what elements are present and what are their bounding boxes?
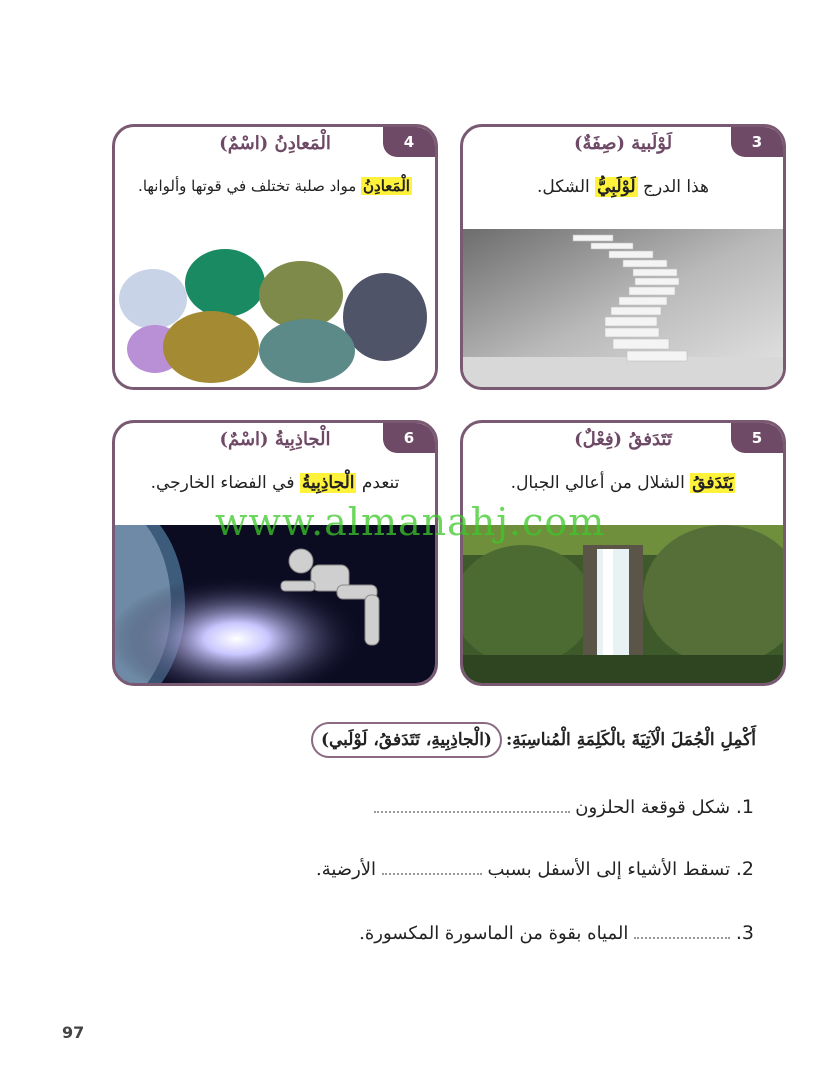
waterfall-image — [463, 525, 783, 683]
question-2: 2. تسقط الأشياء إلى الأسفل بسبب الأرضية. — [315, 858, 754, 880]
card-sentence: يَتَدَفقُ الشلال من أعالي الجبال. — [510, 473, 734, 493]
card-number: 5 — [731, 423, 783, 453]
exercise-instruction — [311, 722, 756, 758]
answer-blank[interactable] — [382, 869, 482, 875]
word-bank: (الْجاذِبِيةِ، تَتَدَفقُ، لَوْلَبي) — [311, 722, 502, 758]
page-number: 97 — [62, 1023, 85, 1042]
card-title: الْمَعادِنُ (اسْمٌ) — [219, 133, 331, 154]
question-3: 3. المياه بقوة من الماسورة المكسورة. — [359, 922, 754, 944]
card-title: لَوْلَبية (صِفَةٌ) — [573, 133, 673, 154]
astronaut-image — [115, 525, 435, 683]
vocab-card-6 — [112, 420, 438, 686]
vocab-card-4 — [112, 124, 438, 390]
card-number: 4 — [383, 127, 435, 157]
instruction-text: أَكْمِلِ الْجُمَلَ الْآتِيَةَ بالْكَلِمَةِ الْمُناسِبَةِ: — [505, 730, 756, 750]
card-sentence: الْمَعادِنُ مواد صلبة تختلف في قوتها وألوانها. — [138, 177, 410, 195]
highlighted-word: يَتَدَفقُ — [692, 473, 734, 493]
answer-blank[interactable] — [634, 933, 730, 939]
watermark: www.almanahj.com — [215, 500, 606, 544]
card-number: 6 — [383, 423, 435, 453]
highlighted-word: لَوْلَبِيُّ — [597, 177, 636, 197]
card-number: 3 — [731, 127, 783, 157]
card-title: الْجاذِبِيةُ (اسْمٌ) — [219, 429, 331, 450]
highlighted-word: الْمَعادِنُ — [363, 177, 410, 195]
spiral-staircase-image — [463, 229, 783, 387]
vocab-card-3 — [460, 124, 786, 390]
card-title: تَتَدَفقُ (فِعْلٌ) — [574, 429, 672, 450]
answer-blank[interactable] — [374, 807, 570, 813]
card-sentence: تنعدم الْجاذِبِيةُ في الفضاء الخارجي. — [150, 473, 400, 493]
minerals-image — [115, 229, 435, 387]
card-sentence: هذا الدرج لَوْلَبِيُّ الشكل. — [536, 177, 710, 197]
highlighted-word: الْجاذِبِيةُ — [301, 473, 355, 493]
vocab-card-5 — [460, 420, 786, 686]
question-1: 1. شكل قوقعة الحلزون — [374, 796, 754, 818]
